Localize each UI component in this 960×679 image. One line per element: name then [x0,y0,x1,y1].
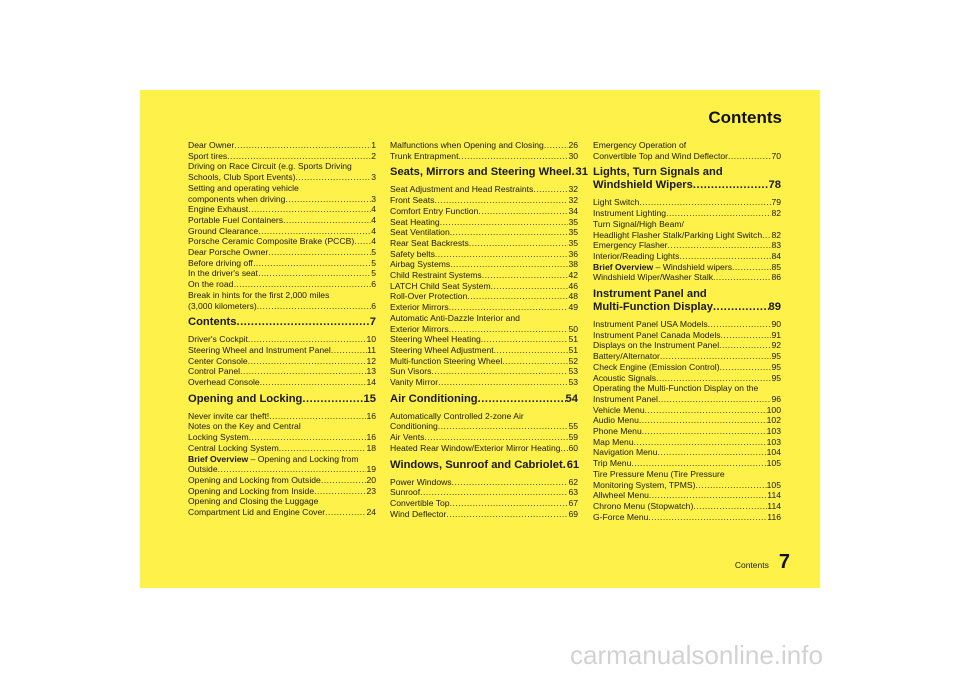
toc-entry[interactable] [188,258,376,269]
toc-entry-title: Headlight Flasher Stalk/Parking Light Switch [593,229,763,240]
toc-entry[interactable] [593,351,781,362]
toc-entry-page: 4 [371,214,376,225]
toc-entry[interactable] [188,475,376,486]
toc-entry[interactable] [188,268,376,279]
toc-entry[interactable] [390,227,578,238]
toc-entry[interactable] [390,195,578,206]
toc-entry-title: G-Force Menu [593,511,649,522]
toc-entry[interactable] [390,356,578,367]
toc-entry-title: Roll-Over Protection [390,291,468,302]
toc-entry-lead: Emergency Operation of [593,140,687,150]
toc-entry-title: Allwheel Menu [593,490,649,501]
section-heading [390,166,588,179]
toc-list [390,411,578,454]
toc-entry-page: 1 [371,140,376,150]
toc-entry-page: 34 [568,205,578,216]
toc-entry-page: 116 [767,511,781,522]
toc-entry-page: 16 [366,410,376,421]
toc-entry-title: Seat Ventilation [390,227,450,238]
toc-entry-lead: Break in hints for the first 2,000 miles [188,289,330,300]
toc-entry-title: Check Engine (Emission Control) [593,361,720,372]
toc-entry-title: Air Vents [390,432,425,443]
section-heading [390,459,578,472]
toc-list [593,319,781,522]
toc-entry[interactable] [188,226,376,237]
toc-entry-title: Overhead Console [188,377,260,388]
toc-entry[interactable] [188,486,376,497]
toc-entry-title: In the driver's seat… [188,268,267,279]
toc-entry-lead: Brief Overview – Opening and Locking from [188,453,359,464]
toc-entry-page: 51 [568,344,578,355]
toc-entry-page: 35 [568,227,578,238]
toc-list [188,334,376,388]
page-footer [735,551,790,574]
toc-entry-title: Central Locking System [188,442,279,453]
toc-entry-page: 32 [568,195,578,206]
toc-entry-page: 59 [568,432,578,443]
toc-entry-title: Center Console [188,355,248,366]
toc-entry-page: 18 [366,442,376,453]
toc-entry-page: 5 [371,247,376,258]
toc-entry-title: components when driving [188,193,286,204]
toc-entry-page: 2 [371,150,376,161]
toc-entry[interactable]: Multi-Function Display ..... 89 [593,301,781,314]
toc-entry-page: 103 [766,426,781,437]
toc-entry-page: 53 [568,366,578,377]
toc-entry[interactable]: Windshield Wipers ..... 78 [593,179,781,192]
toc-entry[interactable] [390,498,578,509]
toc-entry-title: Power Windows [390,476,452,487]
toc-entry-page: 12 [366,355,376,366]
toc-entry[interactable] [390,366,578,377]
toc-entry-page: 105 [766,458,781,469]
toc-entry[interactable] [390,509,578,520]
toc-entry-title: Rear Seat Backrests [390,237,469,248]
toc-entry-page: 105 [766,479,781,490]
toc-entry[interactable] [188,236,376,247]
toc-entry-title: Monitoring System, TPMS) [593,479,696,490]
toc-entry-title: Wind Deflector [390,508,447,519]
toc-list [188,411,376,454]
toc-entry-page: 55 [568,421,578,432]
toc-entry[interactable] [593,512,781,523]
toc-entry-page: 63 [568,487,578,498]
toc-entry[interactable] [593,405,781,416]
toc-entry[interactable]: Brief Overview – Windshield wipers ..... 85 [593,262,781,273]
toc-entry-page: 32 [568,184,578,195]
toc-entry[interactable] [390,432,578,443]
toc-entry-page: 100 [766,404,781,415]
toc-list [593,197,781,261]
toc-entry-title: Ground Clearance [188,225,259,236]
toc-entry[interactable] [593,251,781,262]
toc-entry[interactable] [593,362,781,373]
toc-entry[interactable] [593,340,781,351]
toc-entry-title: LATCH Child Seat System [390,280,491,291]
toc-entry-title: Driver's Cockpit [188,334,248,345]
toc-list [188,464,376,518]
toc-entry[interactable] [188,215,376,226]
toc-entry[interactable] [188,301,376,312]
toc-entry[interactable] [593,426,781,437]
toc-entry[interactable] [188,411,376,422]
toc-entry-title: Trip Menu [593,458,632,469]
toc-entry[interactable] [188,377,376,388]
toc-entry-page: 19 [366,464,376,475]
toc-entry-title: Instrument Panel Canada Models [593,329,721,340]
toc-entry[interactable] [390,184,578,195]
toc-entry-title: Locking System [188,432,249,443]
toc-entry[interactable] [188,345,376,356]
toc-entry-page: 79 [771,197,781,208]
toc-entry[interactable] [188,356,376,367]
toc-entry-title: Front Seats [390,195,435,206]
toc-entry-page: 48 [568,291,578,302]
toc-entry-title: Steering Wheel Adjustment [390,344,494,355]
toc-list [188,140,376,311]
toc-entry-page: 6 [371,300,376,311]
toc-entry[interactable] [593,330,781,341]
toc-list [390,477,578,520]
toc-entry-page: 104 [766,447,781,458]
toc-entry[interactable] [593,272,781,283]
toc-entry[interactable] [188,204,376,215]
toc-entry-page: 4 [371,204,376,215]
toc-entry-title: Steering Wheel and Instrument Panel [188,344,331,355]
toc-entry-page: 36 [568,248,578,259]
toc-entry-title: Porsche Ceramic Composite Brake (PCCB) [188,236,355,247]
toc-entry-page: 16 [366,432,376,443]
toc-entry[interactable]: Seats, Mirrors and Steering Wheel ..... 31 [390,166,578,179]
toc-entry-page: 69 [568,508,578,519]
toc-entry[interactable] [390,249,578,260]
toc-entry-title: Phone Menu [593,426,642,437]
toc-entry-title: Battery/Alternator [593,351,660,362]
toc-entry-title: Sunroof [390,487,421,498]
toc-column-1 [188,140,376,518]
toc-entry[interactable] [390,421,578,432]
toc-entry-title: Displays on the Instrument Panel [593,340,720,351]
toc-entry[interactable] [390,443,578,454]
toc-entry[interactable] [593,480,781,491]
toc-entry-title: Opening and Locking from Outside [188,474,321,485]
toc-entry-lead: Driving on Race Circuit (e.g. Sports Driving [188,161,352,172]
toc-entry-title: Schools, Club Sport Events) [188,172,296,183]
toc-entry-page: 26 [568,140,578,150]
page-number: 7 [778,551,790,573]
toc-entry[interactable] [593,458,781,469]
toc-entry[interactable]: Opening and Locking ..... 15 [188,393,376,406]
toc-entry-title: Comfort Entry Function [390,205,479,216]
toc-entry-title: Compartment Lid and Engine Cover [188,507,326,518]
toc-entry-page: 38 [568,259,578,270]
toc-entry[interactable] [188,279,376,290]
toc-entry[interactable]: Contents ..... 7 [188,316,376,329]
toc-entry[interactable] [188,443,376,454]
watermark: carmanualsonline.info [570,640,823,670]
toc-entry-page: 51 [568,334,578,345]
toc-entry-title: Sport tires [188,150,228,161]
toc-entry[interactable] [188,507,376,518]
toc-entry-title: Instrument Panel USA Models [593,319,708,330]
toc-list [593,272,781,283]
section-heading: Instrument Panel and Multi-Function Display ..... 89 [593,288,781,314]
toc-entry-page: 60 [568,442,578,453]
toc-entry-page: 83 [771,240,781,251]
toc-entry-title: Dear Owner [188,140,235,150]
toc-entry-title: Windshield Wiper/Washer Stalk [593,272,714,283]
toc-entry-title: Never invite car theft! [188,410,270,421]
toc-entry-lead: Automatic Anti-Dazzle Interior and [390,312,520,323]
toc-entry-page: 11 [367,344,376,355]
toc-entry-title: Engine Exhaust [188,204,249,215]
toc-entry-title: Airbag Systems [390,259,451,270]
toc-entry-page: 4 [371,225,376,236]
toc-entry-title: Chrono Menu (Stopwatch) [593,500,694,511]
toc-entry-lead: Automatically Controlled 2-zone Air [390,410,524,421]
toc-entry-page: 35 [568,216,578,227]
toc-entry[interactable] [390,487,578,498]
toc-entry-title: Malfunctions when Opening and Closing [390,140,544,150]
toc-entry-page: 13 [366,366,376,377]
toc-entry-page: 82 [771,229,781,240]
toc-entry-lead: Operating the Multi-Function Display on the [593,383,759,394]
toc-entry-page: 91 [771,329,781,340]
toc-entry-page: 4 [371,236,376,247]
toc-entry-page: 49 [568,302,578,313]
toc-entry[interactable] [390,291,578,302]
toc-entry[interactable] [593,415,781,426]
toc-entry[interactable] [188,140,376,151]
toc-entry-page: 52 [568,355,578,366]
toc-entry-page: 95 [771,372,781,383]
toc-entry-page: 14 [366,377,376,388]
toc-entry-page: 70 [771,150,781,161]
toc-entry-title: Multi-function Steering Wheel [390,355,503,366]
toc-entry-title: Seat Adjustment and Head Restraints [390,184,534,195]
toc-entry-page: 114 [767,490,781,501]
toc-entry-title: Interior/Reading Lights [593,250,680,261]
toc-entry[interactable] [390,140,578,151]
toc-list [593,140,781,161]
toc-entry[interactable] [593,437,781,448]
page-title: Contents [708,108,782,127]
toc-entry-page: 96 [771,393,781,404]
toc-entry[interactable] [390,217,578,228]
toc-entry-page: 20 [366,474,376,485]
toc-entry-page: 24 [366,507,376,518]
toc-entry-title: Before driving off… [188,257,262,268]
toc-entry[interactable] [390,259,578,270]
toc-entry-title: Vehicle Menu [593,404,645,415]
toc-entry-page: 3 [371,193,376,204]
toc-entry-title: Vanity Mirror [390,377,439,388]
toc-entry-title: Convertible Top and Wind Deflector [593,150,729,161]
toc-entry[interactable] [188,464,376,475]
toc-entry-title: Opening and Locking from Inside [188,485,315,496]
toc-entry[interactable] [390,302,578,313]
toc-entry-page: 46 [568,280,578,291]
toc-entry-title: Child Restraint Systems [390,270,482,281]
toc-entry-lead: Tire Pressure Menu (Tire Pressure [593,468,725,479]
toc-entry-page: 50 [568,323,578,334]
toc-column-2 [390,140,588,519]
toc-entry[interactable] [390,238,578,249]
toc-entry-page: 114 [767,500,781,511]
toc-entry-page: 67 [568,497,578,508]
toc-entry-title: Exterior Mirrors [390,323,449,334]
toc-entry[interactable] [390,324,578,335]
toc-entry-page: 53 [568,377,578,388]
toc-entry-page: 95 [771,351,781,362]
toc-entry[interactable] [390,345,578,356]
toc-entry[interactable]: Air Conditioning ..... 54 [390,393,578,406]
toc-entry-page: 10 [366,334,376,345]
toc-entry-page: 82 [771,208,781,219]
toc-entry[interactable] [188,366,376,377]
toc-entry[interactable] [593,240,781,251]
toc-entry[interactable] [188,432,376,443]
document-page [140,90,820,588]
toc-entry-page: 95 [771,361,781,372]
toc-entry-title: Safety belts [390,248,435,259]
toc-entry-page: 3 [371,172,376,183]
toc-entry-page: 103 [766,436,781,447]
toc-entry-page: 42 [568,270,578,281]
toc-entry-title: Trunk Entrapment [390,150,459,161]
toc-entry-title: Instrument Panel [593,393,658,404]
toc-entry-title: Exterior Mirrors [390,302,449,313]
toc-column-3 [593,140,781,522]
toc-entry-title: Instrument Lighting [593,208,667,219]
toc-entry[interactable] [188,194,376,205]
toc-entry-page: 5 [371,268,376,279]
toc-entry[interactable] [593,394,781,405]
toc-entry[interactable] [390,377,578,388]
toc-entry-page: 84 [771,250,781,261]
toc-entry-title: Acoustic Signals [593,372,657,383]
toc-entry[interactable] [188,172,376,183]
toc-entry-page: 92 [771,340,781,351]
toc-entry[interactable] [390,477,578,488]
toc-entry[interactable] [188,151,376,162]
toc-entry[interactable] [593,490,781,501]
toc-list [390,140,578,161]
toc-entry-title: Dear Porsche Owner [188,247,269,258]
toc-entry[interactable] [593,319,781,330]
toc-entry-page: 102 [766,415,781,426]
toc-entry[interactable] [390,151,578,162]
toc-entry-page: 6 [371,279,376,290]
toc-entry-title: Light Switch [593,197,640,208]
section-heading [390,393,578,406]
toc-entry[interactable] [593,447,781,458]
toc-entry[interactable] [390,270,578,281]
toc-entry[interactable] [390,206,578,217]
toc-entry-page: 90 [771,319,781,330]
toc-entry-title: Control Panel [188,366,241,377]
toc-entry-title: Seat Heating [390,216,440,227]
toc-entry[interactable] [593,501,781,512]
toc-entry[interactable]: Windows, Sunroof and Cabriolet ..... 61 [390,459,578,472]
footer-label: Contents [734,560,769,570]
toc-entry-title: Navigation Menu [593,447,658,458]
toc-entry-page: 23 [366,485,376,496]
toc-entry-title: Map Menu [593,436,634,447]
section-heading [188,316,376,329]
toc-entry[interactable] [593,373,781,384]
section-heading [188,393,376,406]
toc-entry[interactable] [188,334,376,345]
toc-list [390,184,578,387]
section-heading: Lights, Turn Signals and Windshield Wipers ..... 78 [593,166,781,192]
toc-entry[interactable] [390,281,578,292]
toc-entry-page: 62 [568,476,578,487]
toc-entry[interactable] [188,247,376,258]
toc-entry-page: 5 [371,257,376,268]
toc-entry-lead: Opening and Closing the Luggage [188,496,319,507]
toc-entry-lead: Turn Signal/High Beam/ [593,218,684,229]
toc-entry-page: 30 [568,150,578,161]
toc-entry[interactable] [390,334,578,345]
toc-entry-title: Conditioning [390,421,438,432]
toc-entry[interactable] [593,230,781,241]
toc-entry-title: (3,000 kilometers) [188,300,257,311]
toc-entry[interactable] [593,197,781,208]
toc-entry-title: Heated Rear Window/Exterior Mirror Heating [390,442,561,453]
toc-entry-title: Convertible Top [390,497,450,508]
toc-entry-title: Outside [188,464,218,475]
toc-entry-lead: Setting and operating vehicle [188,182,299,193]
toc-entry-page: 35 [568,237,578,248]
toc-entry-title: On the road… [188,279,242,290]
toc-entry-title: Emergency Flasher [593,240,668,251]
toc-entry-title: Portable Fuel Containers [188,214,284,225]
toc-entry[interactable] [593,151,781,162]
toc-entry-title: Sun Visors [390,366,432,377]
toc-entry[interactable] [593,208,781,219]
toc-entry-title: Steering Wheel Heating [390,334,481,345]
toc-entry-lead: Notes on the Key and Central [188,421,301,432]
toc-entry-title: Audio Menu [593,415,639,426]
toc-entry-page: 86 [771,272,781,283]
